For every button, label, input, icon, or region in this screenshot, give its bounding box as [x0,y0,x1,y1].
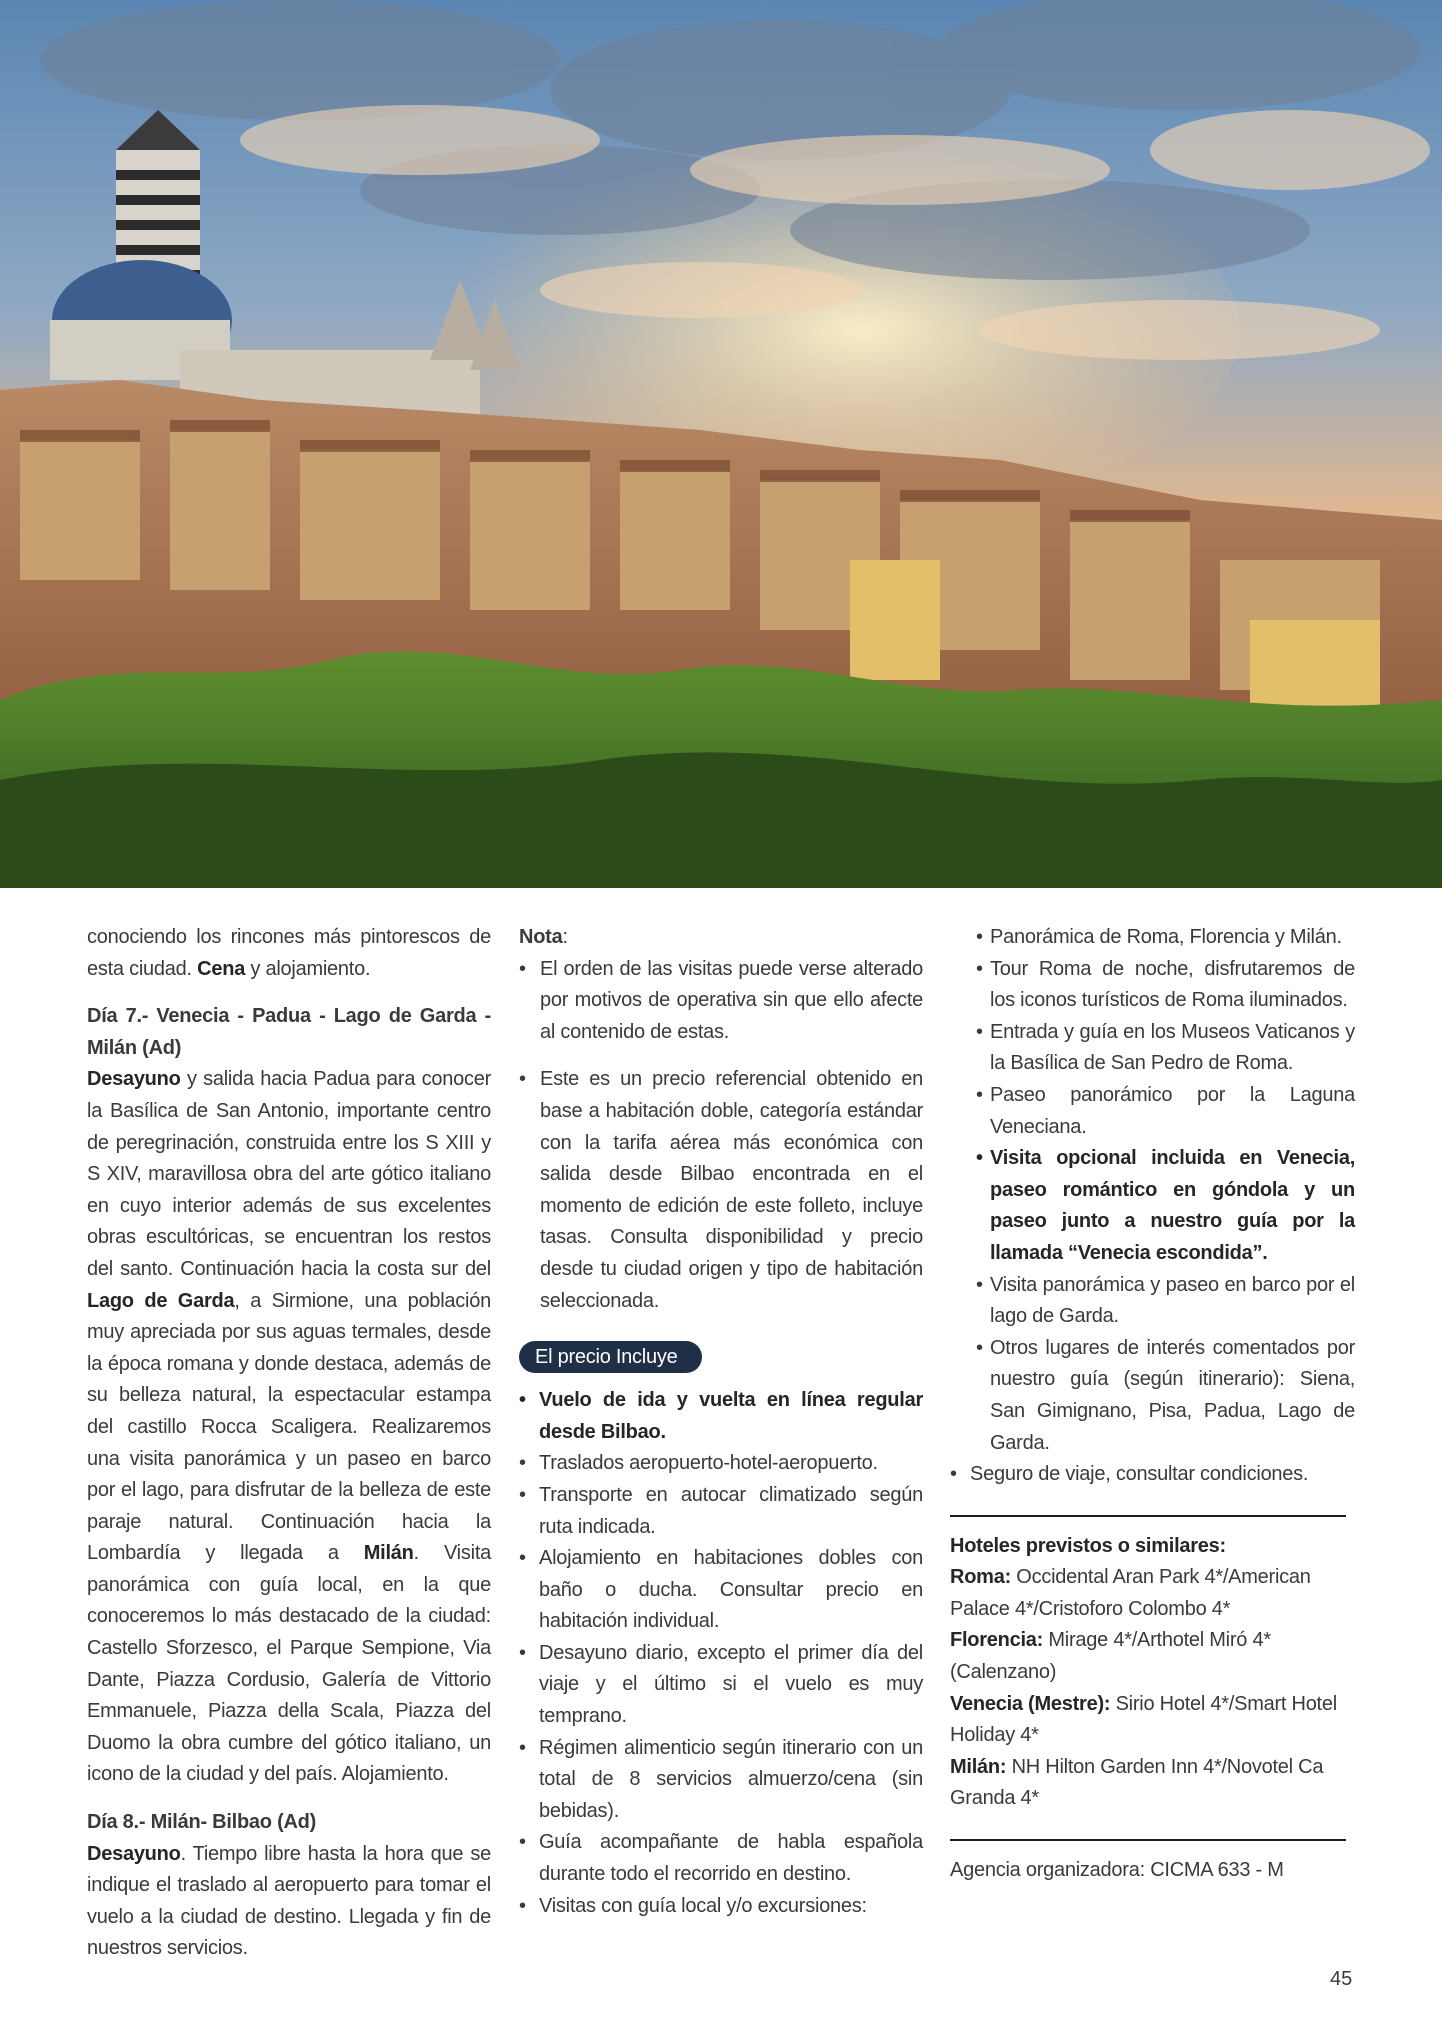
divider [950,1839,1346,1841]
agency-info: Agencia organizadora: CICMA 633 - M [950,1859,1284,1882]
list-item: • Tour Roma de noche, disfrutaremos de los iconos turísticos de Roma iluminados. [976,954,1355,1017]
nota-item: • El orden de las visitas puede verse alterado por motivos de operativa sin que ello afecte al contenido de estas. [519,954,923,1049]
day-7-title: Día 7.- Venecia - Padua - Lago de Garda - Milán (Ad) [87,1005,491,1059]
list-item: • Vuelo de ida y vuelta en línea regular desde Bilbao. [519,1385,923,1448]
list-item: • Alojamiento en habitaciones dobles con baño o ducha. Consultar precio en habitación individual. [519,1543,923,1638]
day-7-text: Desayuno y salida hacia Padua para conocer la Basílica de San Antonio, importante centro de peregrinación, construida entre los S XIII y S XIV, maravillosa obra del arte gótico italiano en cuyo interior además de sus excelentes obras escultóricas, se encuentran los restos del santo. Continuación hacia la costa sur del Lago de Garda, a Sirmione, una población muy apreciada por sus aguas termales, desde la época romana y donde destaca, además de su belleza natural, la espectacular estampa del castillo Rocca Scaligera. Realizaremos una visita panorámica y un paseo en barco por el lago, para disfrutar de la belleza de este paraje natural. Continuación hacia la Lombardía y llegada a Milán. Visita panorámica con guía local, en la que conoceremos lo más destacado de la ciudad: Castello Sforzesco, el Parque Sempione, Via Dante, Piazza Cordusio, Galería de Vittorio Emmanuele, Piazza della Scala, Piazza del Duomo la obra cumbre del gótico italiano, un icono de la ciudad y del país. Alojamiento. [87,1068,491,1786]
list-item: • Desayuno diario, excepto el primer día del viaje y el último si el vuelo es muy temprano. [519,1638,923,1733]
nota-list [519,954,923,1049]
nota-item: • Este es un precio referencial obtenido en base a habitación doble, categoría estándar con la tarifa aérea más económica con salida desde Bilbao encontrada en el momento de edición de este folleto, incluye tasas. Consulta disponibilidad y precio desde tu ciudad origen y tipo de habitación seleccionada. [519,1064,923,1317]
day-8-title: Día 8.- Milán- Bilbao (Ad) [87,1811,317,1834]
excursions-list [976,922,1355,1459]
hotel-venecia: Venecia (Mestre): Sirio Hotel 4*/Smart Hotel Holiday 4* [950,1692,1337,1747]
nota-heading: Nota: [519,926,568,948]
list-item: • Visita panorámica y paseo en barco por el lago de Garda. [976,1270,1355,1333]
insurance-list [950,1459,1355,1491]
list-item: • Guía acompañante de habla española durante todo el recorrido en destino. [519,1827,923,1890]
nota-list [519,1064,923,1317]
list-item: • Visitas con guía local y/o excursiones: [519,1891,923,1923]
price-includes-list [519,1385,923,1922]
list-item: • Transporte en autocar climatizado según ruta indicada. [519,1480,923,1543]
hotel-roma: Roma: Occidental Aran Park 4*/American Palace 4*/Cristoforo Colombo 4* [950,1566,1311,1620]
intro-paragraph: conociendo los rincones más pintorescos de esta ciudad. Cena y alojamiento. [87,926,491,980]
list-item: • Seguro de viaje, consultar condiciones. [950,1459,1355,1491]
list-item: • Traslados aeropuerto-hotel-aeropuerto. [519,1448,923,1480]
siena-cityscape-photo [0,0,1442,888]
list-item: • Visita opcional incluida en Venecia, paseo romántico en góndola y un paseo junto a nuestro guía por la llamada “Venecia escondida”. [976,1143,1355,1269]
list-item: • Régimen alimenticio según itinerario con un total de 8 servicios almuerzo/cena (sin bebidas). [519,1733,923,1828]
hotel-florencia: Florencia: Mirage 4*/Arthotel Miró 4* (Calenzano) [950,1629,1271,1684]
list-item: • Paseo panorámico por la Laguna Veneciana. [976,1080,1355,1143]
page-number: 45 [1330,1968,1353,1990]
list-item: • Entrada y guía en los Museos Vaticanos y la Basílica de San Pedro de Roma. [976,1017,1355,1080]
list-item: • Otros lugares de interés comentados por nuestro guía (según itinerario): Siena, San Gimignano, Pisa, Padua, Lago de Garda. [976,1333,1355,1459]
hotels-heading: Hoteles previstos o similares: [950,1534,1226,1557]
notes-column [519,922,923,1922]
list-item: • Panorámica de Roma, Florencia y Milán. [976,922,1355,954]
price-includes-badge: El precio Incluye [519,1341,702,1373]
includes-continued-column [950,922,1355,1887]
hotel-milan: Milán: NH Hilton Garden Inn 4*/Novotel Ca Granda 4* [950,1755,1324,1810]
divider [950,1515,1346,1517]
itinerary-column [87,922,491,1965]
day-8-text: Desayuno. Tiempo libre hasta la hora que se indique el traslado al aeropuerto para tomar el vuelo a la ciudad de destino. Llegada y fin de nuestros servicios. [87,1842,491,1960]
